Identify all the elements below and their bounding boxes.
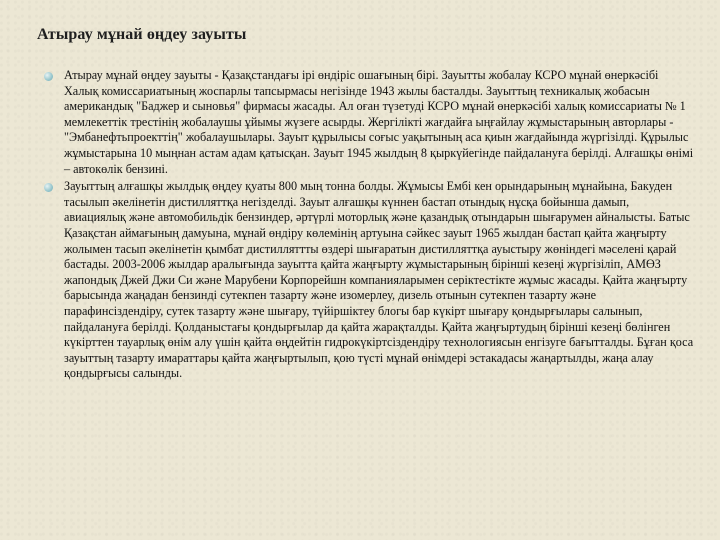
bullet-text: Атырау мұнай өңдеу зауыты - Қазақстандағы ірі өндіріс ошағының бірі. Зауытты жобалау КСРО мұнай өнеркәсібі Халық комиссариатының жоспарлы тапсырмасы негізінде 1943 жылы басталды. Зауыттың техникалық жобасын американдық "Баджер и сыновья" фирмасы жасады. Ал оған түзетуді КСРО мұнай өнеркәсібі халық комиссариаты № 1 мемлекеттік трестінің жобалаушы ұйымы жүзеге асырды. Жергілікті жағдайға ыңғайлау жұмыстарының авторлары - "Эмбанефтьпроекттің" жобалаушылары. Зауыт құрылысы соғыс уақытының аса қиын жағдайында жүргізілді. Құрылыс жұмыстарына 10 мыңнан астам адам қатысқан. Зауыт 1945 жылдың 8 қыркүйегінде пайдалануға берілді. Алғашқы өнімі – автокөлік бензині. (64, 68, 694, 176)
bullet-text: Зауыттың алғашқы жылдық өңдеу қуаты 800 мың тонна болды. Жұмысы Ембі кен орындарының мұнайына, Бакуден тасылып әкелінетін дистилляттқа негізделді. Зауыт алғашқы күннен бастап отындық нұсқа бойынша дамып, авиациялық және автомобильдік бензиндер, әртүрлі моторлық және қазандық отындарын шығарумен айналысты. Батыс Қазақстан аймағының дамуына, мұнай өндіру көлемінің артуына сәйкес зауыт 1965 жылдан бастап қайта жаңғырту жолымен тасып әкелінетін қымбат дистилляттты өздері шығаратын дистилляттқа ауыстыру жөніндегі мәселені қарай бастады. 2003-2006 жылдар аралығында зауытта қайта жаңғырту жұмыстарының бірінші кезеңі жүргізіліп, АМӨЗ жапондық Джей Джи Си және Марубени Корпорейшн компанияларымен серіктестікте жұмыс жасады. Қайта жаңғырту барысында жаңадан бензинді сутекпен тазарту және изомерлеу, дизель отынын сутекпен тазарту және парафинсіздендіру, сутек тазарту және шығару, түйіршіктеу блогы бар күкірт шығару қондырғылары салынып, пайдалануға берілді. Қолданыстағы қондырғылар да қайта жарақталды. Қайта жаңғыртудың бірінші кезеңі бөлінген күкірттен тауарлық өнім алу үшін қайта өңдейтін гидрокүкіртсіздендіру технологиясын енгізуге бағытталды. Бұған қоса зауыттың тазарту имараттары қайта жаңғыртылып, қою түсті мұнай өнімдері эстакадасы жаңартылды, жаңа алау қондырғысы салынды. (64, 179, 694, 381)
bullet-list (44, 68, 694, 382)
slide-title: Атырау мұнай өңдеу зауыты (37, 26, 247, 43)
bullet-item (44, 179, 694, 382)
bullet-item (44, 68, 694, 177)
round-bullet-icon (44, 72, 53, 81)
round-bullet-icon (44, 183, 53, 192)
